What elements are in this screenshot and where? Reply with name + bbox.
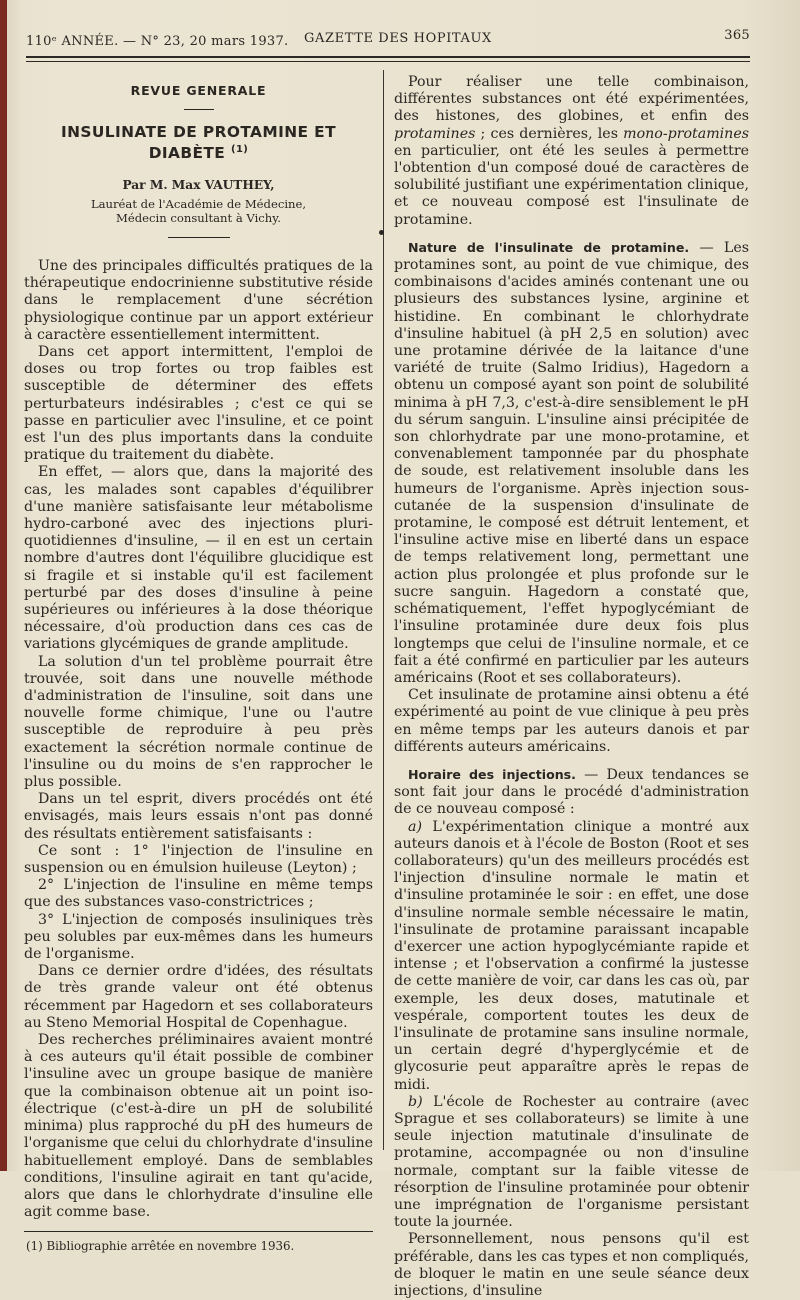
title-text: INSULINATE DE PROTAMINE ET DIABÈTE: [61, 123, 336, 163]
subheading-horaire: Horaire des injections.: [408, 766, 576, 782]
paragraph: 2° L'injection de l'insuline en même temps que des substances vaso-constrictrices ;: [24, 877, 373, 911]
journal-name: GAZETTE DES HOPITAUX: [304, 31, 492, 46]
list-label: a): [408, 818, 422, 835]
text-run: L'école de Rochester au contraire (avec Sprague et ses collaborateurs) se limite à une seule injection matutinale d'insulinate de protamine, accompagnée ou non d'insuline normale, comptant sur la faible vitesse de résorption de l'insuline protaminée pour obtenir une imprégnation de l'organisme persistant toute la journée.: [394, 1093, 749, 1231]
author-line: Par M. Max VAUTHEY,: [122, 177, 275, 192]
footnote: (1) Bibliographie arrêtée en novembre 1936.: [26, 1239, 295, 1254]
header-rule: [26, 56, 750, 58]
paragraph: Personnellement, nous pensons qu'il est préférable, dans les cas types et non compliqués, de bloquer le matin en une seule séance deux injections, d'insuline: [394, 1231, 749, 1300]
title-footnote-mark: (1): [230, 144, 249, 156]
paragraph: [394, 74, 749, 229]
right-column: [394, 74, 749, 1300]
paragraph: Ce sont : 1° l'injection de l'insuline en suspension ou en émulsion huileuse (Leyton) ;: [24, 842, 373, 877]
paragraph: [394, 239, 749, 687]
text-run: Pour réaliser une telle combinaison, différentes substances ont été expérimentées, des histones, des globines, et enfin des: [394, 74, 749, 125]
print-speck: [379, 230, 384, 235]
paragraph: Cet insulinate de protamine ainsi obtenu a été expérimenté au point de vue clinique à peu près en même temps par les auteurs danois et par différents auteurs américains.: [394, 687, 749, 755]
paragraph: La solution d'un tel problème pourrait être trouvée, soit dans une nouvelle méthode d'administration de l'insuline, soit dans une nouvelle forme chimique, l'une ou l'autre susceptible de reproduire à peu près exactement la sécrétion normale continue de l'insuline ou du moins de s'en rapprocher le plus possible.: [24, 653, 373, 791]
emphasis: mono-protamines: [623, 125, 749, 142]
paragraph: En effet, — alors que, dans la majorité des cas, les malades sont capables d'équilibrer d'une manière satisfaisante leur métabolisme hydro-carboné avec des injections pluri-quotidiennes d'insuline, — il en est un certain nombre d'autres dont l'équilibre glucidique est si fragile et si instable qu'il est facilement perturbé par des doses d'insuline à peine supérieures ou inférieures à la dose théorique nécessaire, d'où production dans ces cas de variations glycémiques de grande amplitude.: [24, 464, 373, 653]
paragraph: Une des principales difficultés pratiques de la thérapeutique endocrinienne substitutive réside dans le remplacement d'une sécrétion physiologique continue par un apport extérieur à caractère essentiellement intermittent.: [24, 257, 373, 343]
left-column: [24, 74, 373, 1256]
paragraph: Dans cet apport intermittent, l'emploi de doses ou trop fortes ou trop faibles est susceptible de déterminer des effets perturbateurs indésirables ; c'est ce qui se passe en particulier avec l'insuline, et ce point est l'un des plus importants dans la conduite pratique du traitement du diabète.: [24, 343, 373, 464]
paragraph: [394, 819, 749, 1094]
affiliation-1: Lauréat de l'Académie de Médecine,: [90, 196, 307, 211]
text-run: — Les protamines sont, au point de vue chimique, des combinaisons d'acides aminés contenant une ou plusieurs des substances lysine, arginine et histidine. En combinant le chlorhydrate d'insuline habituel (à pH 2,5 en solution) avec une protamine dérivée de la laitance d'une variété de truite (Salmo Iridius), Hagedorn a obtenu un composé ayant son point de solubilité minima à pH 7,3, c'est-à-dire sensiblement le pH du sérum sanguin. L'insuline ainsi précipitée de son chlorhydrate par une mono-protamine, et convenablement tamponnée par du phosphate de soude, est relativement insoluble dans les humeurs de l'organisme. Après injection sous-cutanée de la suspension d'insulinate de protamine, le composé est détruit lentement, et l'insuline active mise en liberté dans un espace de temps relativement long, permettant une action plus prolongée et plus profonde sur le sucre sanguin. Hagedorn a constaté que, schématiquement, l'effet hypoglycémiant de l'insuline protaminée dure deux fois plus longtemps que celui de l'insuline normale, et ce fait a été confirmé en particulier par les auteurs américains (Root et ses collaborateurs).: [394, 239, 749, 686]
paragraph: Dans ce dernier ordre d'idées, des résultats de très grande valeur ont été obtenus récemment par Hagedorn et ses collaborateurs au Steno Memorial Hospital de Copenhague.: [24, 963, 373, 1031]
text-run: L'expérimentation clinique a montré aux auteurs danois et à l'école de Boston (Root et ses collaborateurs) qu'un des meilleurs procédés est l'injection d'insuline normale le matin et d'insuline protaminée le soir : en effet, une dose d'insuline normale semble nécessaire le matin, l'insulinate de protamine paraissant incapable d'exercer une action hypoglycémiante rapide et intense ; et l'observation a confirmé la justesse de cette manière de voir, car dans les cas où, par exemple, les deux doses, matutinale et vespérale, comportent toutes les deux de l'insulinate de protamine sans insuline normale, un certain degré d'hyperglycémie et de glycosurie peut apparaître après le repas de midi.: [394, 818, 749, 1093]
subheading-nature: Nature de l'insulinate de protamine.: [408, 239, 690, 255]
text-run: en particulier, ont été les seules à permettre l'obtention d'un composé doué de caractères de solubilité justifiant une expérimentation clinique, et ce nouveau composé est l'insulinate de protamine.: [394, 142, 749, 228]
byline-rule: [168, 237, 230, 238]
emphasis: protamines: [394, 125, 476, 142]
text-run: — Deux tendances se sont fait jour dans le procédé d'administration de ce nouveau composé :: [394, 766, 749, 818]
paragraph: 3° L'injection de composés insuliniques très peu solubles par eux-mêmes dans les humeurs de l'organisme.: [24, 911, 373, 963]
paragraph: Des recherches préliminaires avaient montré à ces auteurs qu'il était possible de combiner l'insuline avec un groupe basique de manière que la combinaison obtenue ait un point iso-électrique (c'est-à-dire un pH de solubilité minima) plus rapproché du pH des humeurs de l'organisme que celui du chlorhydrate d'insuline habituellement employé. Dans de semblables conditions, l'insuline agirait en tant qu'acide, alors que dans le chlorhydrate d'insuline elle agit comme base.: [24, 1032, 373, 1221]
affiliation-2: Médecin consultant à Vichy.: [116, 210, 281, 225]
footnote-rule: [24, 1231, 373, 1232]
header-rule-thin: [26, 61, 750, 62]
binding-edge: [0, 0, 7, 1171]
text-run: ; ces dernières, les: [475, 125, 624, 142]
paragraph: Dans un tel esprit, divers procédés ont été envisagés, mais leurs essais n'ont pas donné des résultats entièrement satisfaisants :: [24, 791, 373, 842]
article-title: [24, 124, 373, 163]
page-number: 365: [724, 28, 750, 43]
section-rule: [184, 109, 214, 110]
paragraph: [394, 1094, 749, 1232]
running-head: [26, 28, 750, 52]
section-heading: REVUE GENERALE: [130, 83, 267, 98]
list-label: b): [408, 1093, 423, 1110]
issue-line: 110ᵉ ANNÉE. — N° 23, 20 mars 1937.: [26, 34, 289, 49]
paragraph: [394, 766, 749, 819]
